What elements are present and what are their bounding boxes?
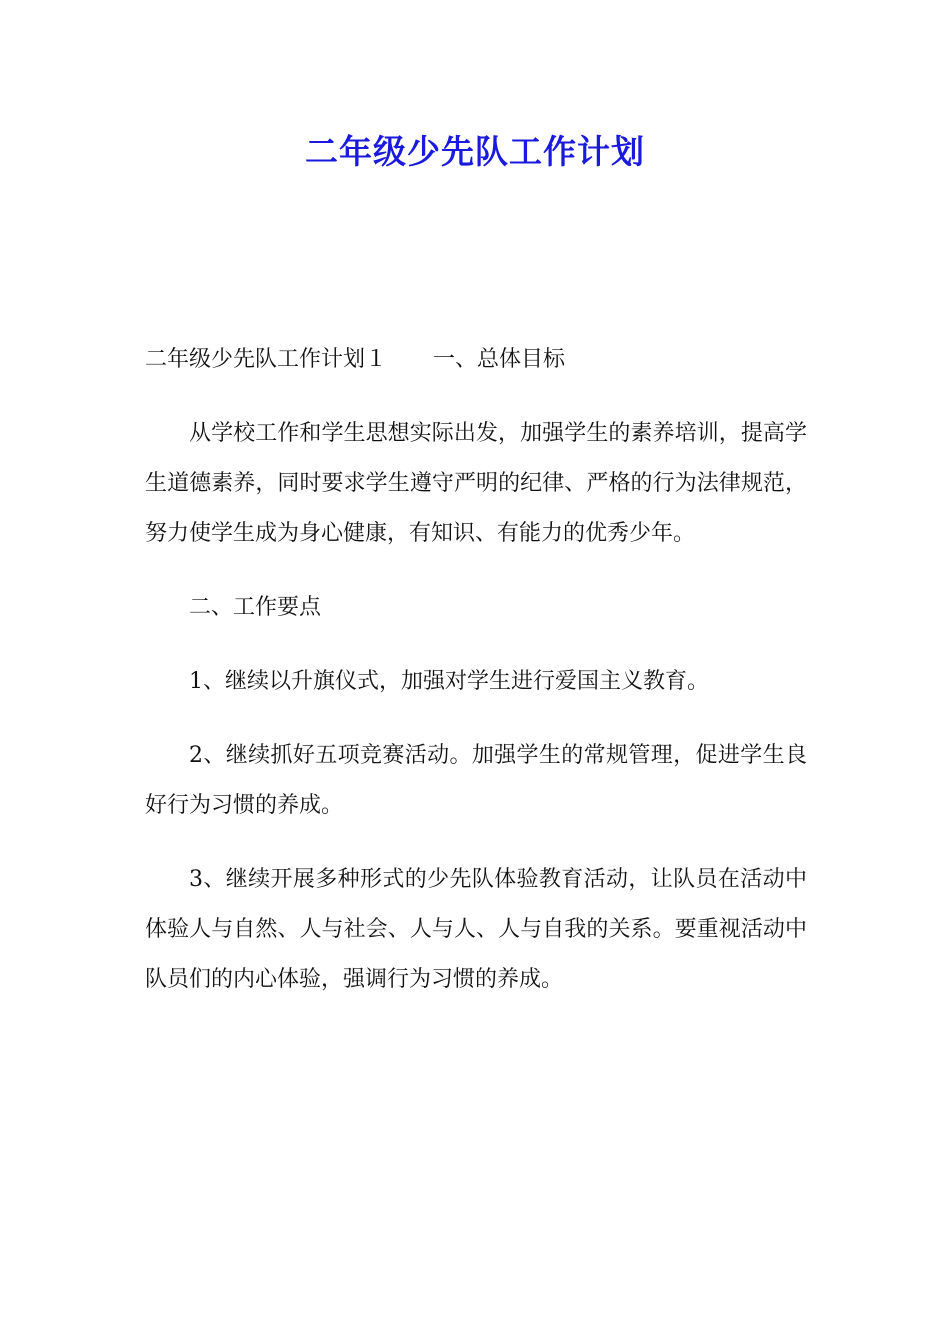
- list-item-3: 3、继续开展多种形式的少先队体验教育活动，让队员在活动中体验人与自然、人与社会、人与人、人与自我的关系。要重视活动中队员们的内心体验，强调行为习惯的养成。: [145, 867, 807, 992]
- section-heading-key-points: 二、工作要点: [189, 595, 322, 620]
- list-item-1: 1、继续以升旗仪式，加强对学生进行爱国主义教育。: [189, 669, 709, 694]
- section-heading-goals: 一、总体目标: [433, 347, 566, 372]
- intro-line: [145, 335, 807, 385]
- list-item-2: 2、继续抓好五项竞赛活动。加强学生的常规管理，促进学生良好行为习惯的养成。: [145, 743, 807, 818]
- document-body: [145, 335, 807, 1029]
- plan-heading: 二年级少先队工作计划１: [145, 347, 388, 372]
- paragraph-goals: 从学校工作和学生思想实际出发，加强学生的素养培训，提高学生道德素养，同时要求学生遵守严明的纪律、严格的行为法律规范，努力使学生成为身心健康，有知识、有能力的优秀少年。: [145, 421, 807, 546]
- document-title: 二年级少先队工作计划: [305, 132, 645, 171]
